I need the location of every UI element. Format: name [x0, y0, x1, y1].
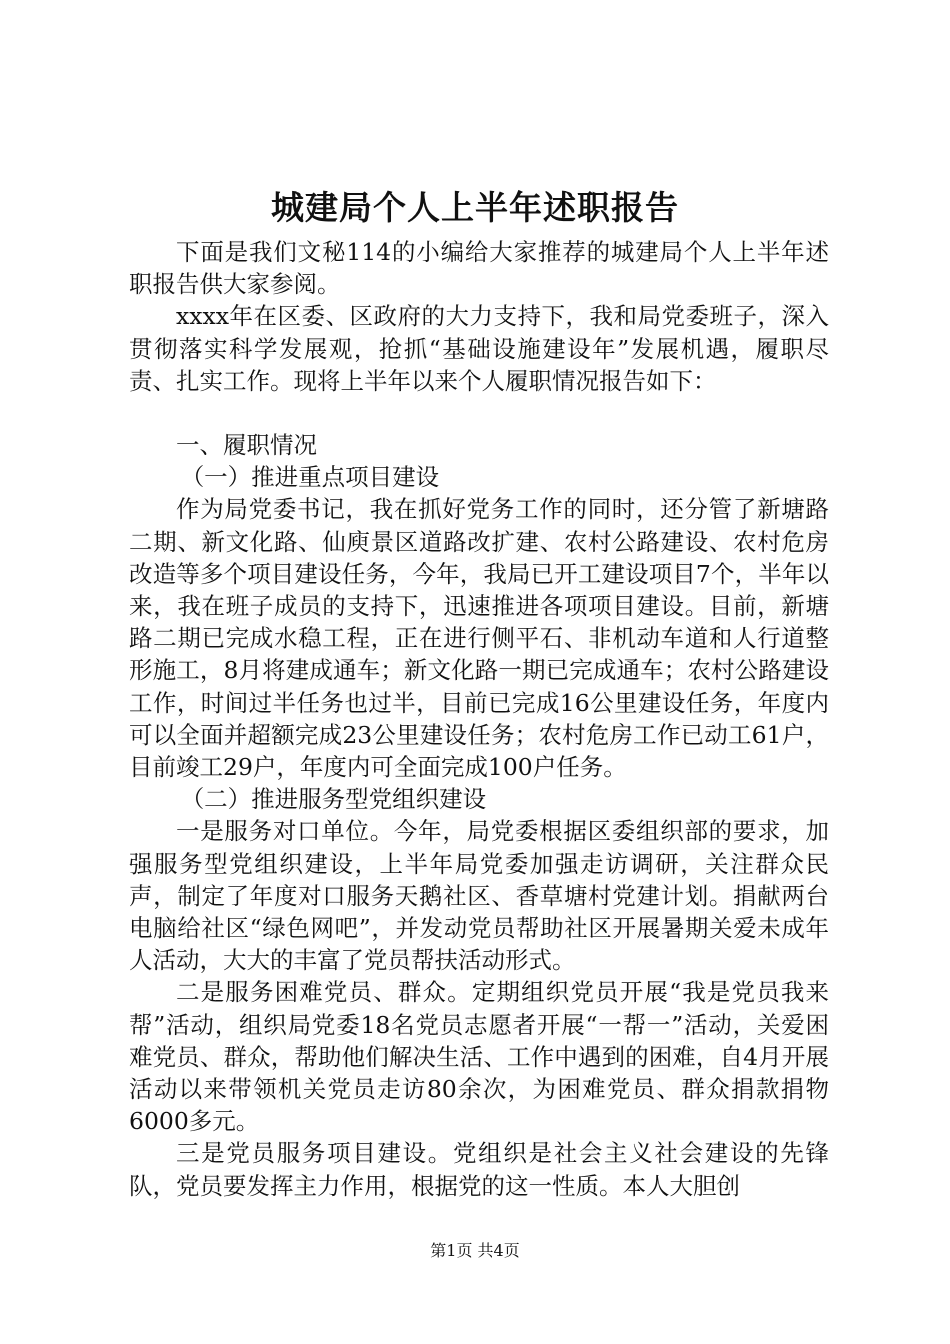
document-body: [129, 236, 829, 1202]
opening-paragraph: xxxx年在区委、区政府的大力支持下，我和局党委班子，深入贯彻落实科学发展观，抢抓“基础设施建设年”发展机遇，履职尽责、扎实工作。现将上半年以来个人履职情况报告如下：: [129, 302, 829, 395]
project-paragraph: 作为局党委书记，我在抓好党务工作的同时，还分管了新塘路二期、新文化路、仙庾景区道路改扩建、农村公路建设、农村危房改造等多个项目建设任务，今年，我局已开工建设项目7个，半年以来，我在班子成员的支持下，迅速推进各项项目建设。目前，新塘路二期已完成水稳工程，正在进行侧平石、非机动车道和人行道整形施工，8月将建成通车；新文化路一期已完成通车；农村公路建设工作，时间过半任务也过半，目前已完成16公里建设任务，年度内可以全面并超额完成23公里建设任务；农村危房工作已动工61户，目前竣工29户，年度内可全面完成100户任务。: [129, 495, 829, 782]
subsection-heading-1: （一）推进重点项目建设: [180, 463, 440, 492]
subsection-heading-2: （二）推进服务型党组织建设: [180, 785, 487, 814]
service-members-paragraph: 二是服务困难党员、群众。定期组织党员开展“我是党员我来帮”活动，组织局党委18名党员志愿者开展“一帮一”活动，关爱困难党员、群众，帮助他们解决生活、工作中遇到的困难，自4月开展活动以来带领机关党员走访80余次，为困难党员、群众捐款捐物6000多元。: [129, 978, 829, 1136]
service-unit-paragraph: 一是服务对口单位。今年，局党委根据区委组织部的要求，加强服务型党组织建设，上半年局党委加强走访调研，关注群众民声，制定了年度对口服务天鹅社区、香草塘村党建计划。捐献两台电脑给社区“绿色网吧”，并发动党员帮助社区开展暑期关爱未成年人活动，大大的丰富了党员帮扶活动形式。: [129, 817, 829, 975]
service-project-paragraph: 三是党员服务项目建设。党组织是社会主义社会建设的先锋队，党员要发挥主力作用，根据党的这一性质。本人大胆创: [129, 1139, 829, 1200]
page-footer: 第1页 共4页: [430, 1241, 520, 1260]
document-title: 城建局个人上半年述职报告: [271, 188, 679, 227]
intro-paragraph: 下面是我们文秘114的小编给大家推荐的城建局个人上半年述职报告供大家参阅。: [129, 238, 829, 299]
section-heading-1: 一、履职情况: [176, 431, 317, 460]
